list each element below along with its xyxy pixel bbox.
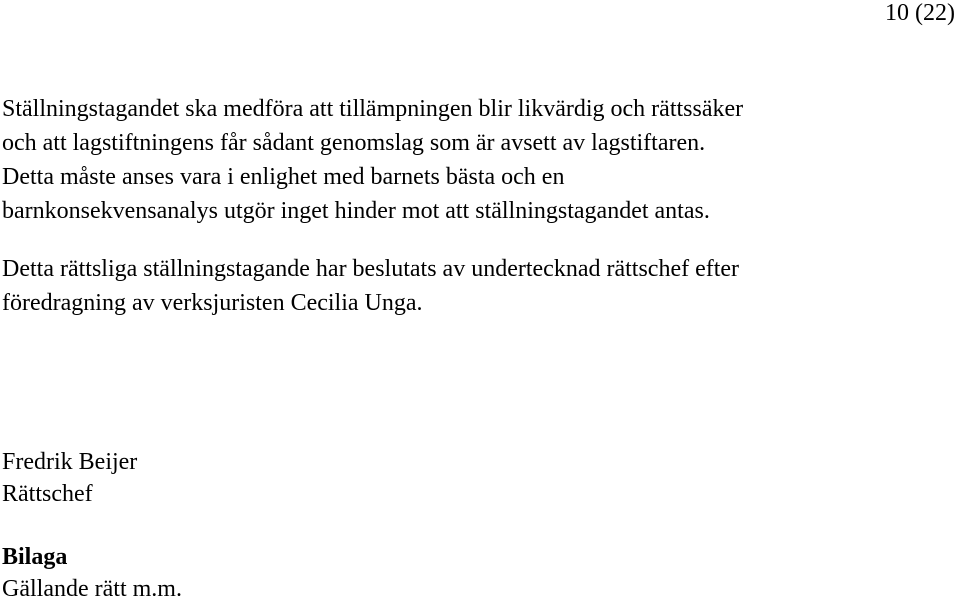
paragraph-line: barnkonsekvensanalys utgör inget hinder mot att ställningstagandet antas.: [2, 198, 710, 224]
signatory-name: Fredrik Beijer: [2, 449, 138, 475]
signatory-title: Rättschef: [2, 481, 93, 507]
paragraph-line: Detta måste anses vara i enlighet med barnets bästa och en: [2, 164, 565, 190]
paragraph-decision-statement: [2, 252, 739, 320]
paragraph-line: föredragning av verksjuristen Cecilia Unga.: [2, 290, 423, 316]
page-number: 10 (22): [885, 0, 955, 26]
paragraph-line: Detta rättsliga ställningstagande har beslutats av undertecknad rättschef efter: [2, 256, 740, 282]
attachment-item: Gällande rätt m.m.: [2, 576, 182, 602]
paragraph-decision-rationale: [2, 92, 743, 228]
attachment-heading: Bilaga: [2, 544, 68, 570]
paragraph-line: och att lagstiftningens får sådant genomslag som är avsett av lagstiftaren.: [2, 130, 706, 156]
signature-block: [2, 446, 137, 510]
paragraph-line: Ställningstagandet ska medföra att tillämpningen blir likvärdig och rättssäker: [2, 96, 744, 122]
attachment-block: [2, 541, 182, 605]
